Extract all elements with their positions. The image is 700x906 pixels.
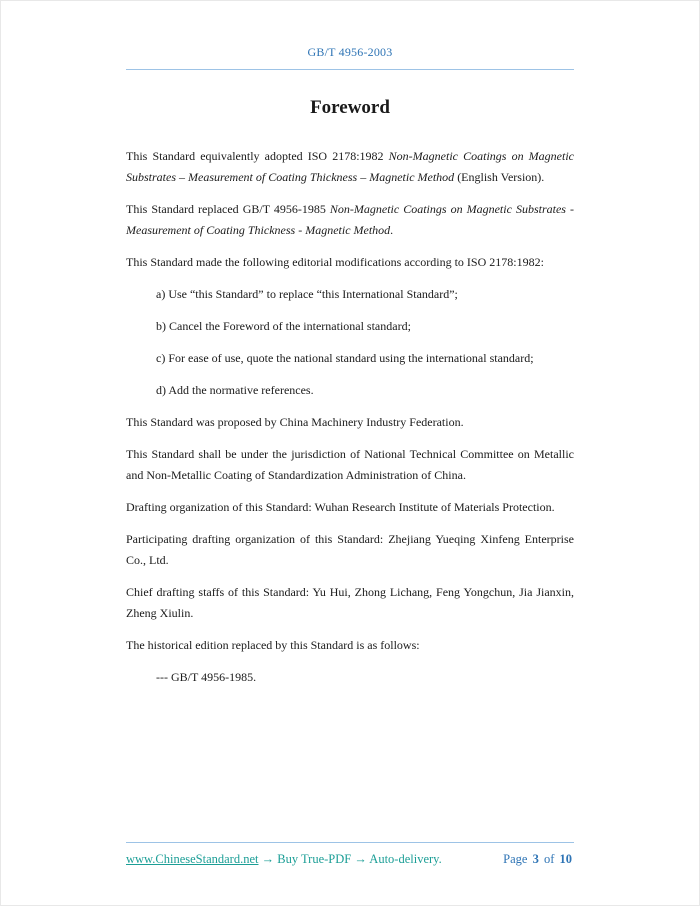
text-run: --- GB/T 4956-1985. bbox=[156, 670, 257, 684]
text-run: This Standard replaced GB/T 4956-1985 bbox=[126, 202, 330, 216]
text-run: d) Add the normative references. bbox=[156, 383, 314, 397]
text-run: (English Version). bbox=[454, 170, 545, 184]
text-run: Participating drafting organization of this Standard: Zhejiang Yueqing Xinfeng Enterprise Co., Ltd. bbox=[126, 532, 574, 567]
footer-tagline: → Buy True-PDF → Auto-delivery. bbox=[258, 852, 442, 866]
paragraph-participating-org bbox=[126, 529, 574, 571]
text-run: a) Use “this Standard” to replace “this International Standard”; bbox=[156, 287, 458, 301]
text-run: This Standard shall be under the jurisdiction of National Technical Committee on Metallic and Non-Metallic Coating of Standardization Administration of China. bbox=[126, 447, 574, 482]
paragraph-jurisdiction bbox=[126, 444, 574, 486]
paragraph-chief-staffs bbox=[126, 582, 574, 624]
footer-page-label: of bbox=[540, 852, 558, 866]
page-footer bbox=[126, 842, 574, 867]
header-rule bbox=[126, 69, 574, 70]
list-item-d bbox=[126, 380, 574, 401]
list-item-historical bbox=[126, 667, 574, 688]
text-run: Chief drafting staffs of this Standard: Yu Hui, Zhong Lichang, Feng Yongchun, Jia Jianxin, Zheng Xiulin. bbox=[126, 585, 574, 620]
paragraph-historical-intro bbox=[126, 635, 574, 656]
text-run: . bbox=[390, 223, 394, 237]
text-run: Drafting organization of this Standard: Wuhan Research Institute of Materials Protection. bbox=[126, 500, 555, 514]
text-run: This Standard made the following editorial modifications according to ISO 2178:1982: bbox=[126, 255, 544, 269]
paragraph-adoption bbox=[126, 146, 574, 188]
paragraph-drafting-org bbox=[126, 497, 574, 518]
footer-website-link[interactable]: www.ChineseStandard.net bbox=[126, 852, 259, 866]
footer-page-indicator bbox=[503, 852, 574, 867]
list-item-a bbox=[126, 284, 574, 305]
referenced-title-italic: Non-Magnetic Coatings on Magnetic Substrates – Measurement of Coating Thickness – Magnetic Method bbox=[126, 149, 574, 184]
referenced-title-italic: Non-Magnetic Coatings on Magnetic Substrates - Measurement of Coating Thickness - Magnetic Method bbox=[126, 202, 574, 237]
footer-page-number: 10 bbox=[559, 852, 572, 866]
paragraph-proposed bbox=[126, 412, 574, 433]
text-run: b) Cancel the Foreword of the international standard; bbox=[156, 319, 411, 333]
document-title: Foreword bbox=[310, 97, 390, 118]
text-run: The historical edition replaced by this Standard is as follows: bbox=[126, 638, 420, 652]
paragraph-replacement bbox=[126, 199, 574, 241]
list-item-c bbox=[126, 348, 574, 369]
footer-page-number: 3 bbox=[532, 852, 539, 866]
paragraph-modifications-intro bbox=[126, 252, 574, 273]
document-body bbox=[126, 146, 574, 688]
text-run: This Standard was proposed by China Machinery Industry Federation. bbox=[126, 415, 464, 429]
header-standard-number: GB/T 4956-2003 bbox=[307, 45, 393, 59]
list-item-b bbox=[126, 316, 574, 337]
footer-link-line bbox=[126, 852, 442, 867]
text-run: c) For ease of use, quote the national standard using the international standard; bbox=[156, 351, 534, 365]
text-run: This Standard equivalently adopted ISO 2178:1982 bbox=[126, 149, 389, 163]
footer-page-label: Page bbox=[503, 852, 531, 866]
